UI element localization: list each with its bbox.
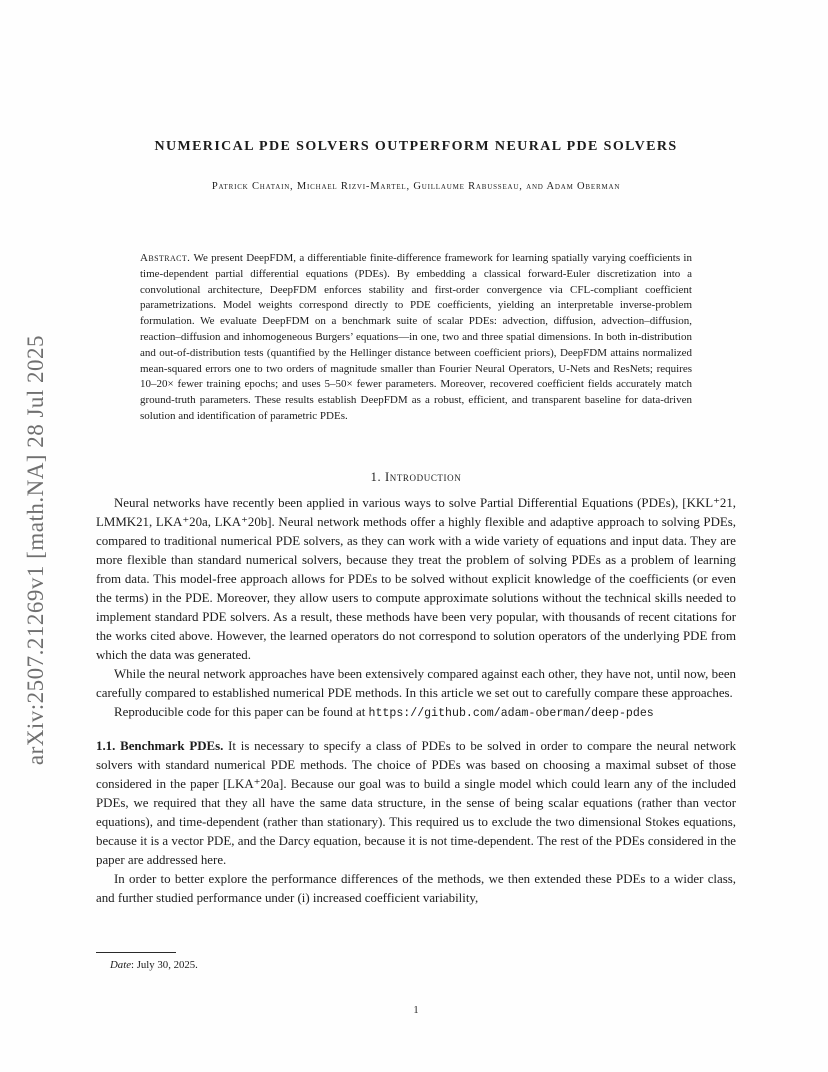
arxiv-watermark: arXiv:2507.21269v1 [math.NA] 28 Jul 2025 [23,334,48,766]
date-line [96,959,736,971]
footnote-rule [96,952,176,953]
date-label: Date [110,959,131,971]
intro-paragraph-2: While the neural network approaches have been extensively compared against each other, they have not, until now, been carefully compared to established numerical PDE methods. In this article we set out to carefully compare these approaches. [96,667,736,700]
abstract-label: Abstract. [140,252,191,264]
benchmark-pdes-paragraph [96,737,736,870]
date-value: : July 30, 2025. [131,959,198,971]
page-number: 1 [413,1005,419,1016]
abstract-text: We present DeepFDM, a differentiable finite-difference framework for learning spatially varying coefficients in time-dependent partial differential equations (PDEs). By embedding a classical forward-Euler discretization into a convolutional architecture, DeepFDM enforces stability and first-order convergence via CFL-compliant coefficient parametrizations. Model weights correspond directly to PDE coefficients, yielding an interpretable inverse-problem formulation. We evaluate DeepFDM on a benchmark suite of scalar PDEs: advection, diffusion, advection–diffusion, reaction–diffusion and inhomogeneous Burgers’ equations—in one, two and three spatial dimensions. In both in-distribution and out-of-distribution tests (quantified by the Hellinger distance between coefficient priors), DeepFDM attains normalized mean-squared errors one to two orders of magnitude smaller than Fourier Neural Operators, U-Nets and ResNets; requires 10–20× fewer training epochs; and uses 5–50× fewer parameters. Moreover, recovered coefficient fields accurately match ground-truth parameters. These results establish DeepFDM as a robust, efficient, and transparent baseline for data-driven solution and identification of parametric PDEs. [140,252,692,422]
body-text-flow [96,494,736,908]
subsection-number: 1.1. [96,739,116,753]
subsection-title: Benchmark PDEs. [120,739,224,753]
intro-paragraph-1: Neural networks have recently been applied in various ways to solve Partial Differential Equations (PDEs), [KKL⁺21, LMMK21, LKA⁺20a, LKA⁺20b]. Neural network methods offer a highly flexible and adaptive approach to solving PDEs, compared to traditional numerical PDE solvers, as they can work with a wide variety of equations and input data. They are more flexible than standard numerical solvers, because they treat the problem of solving PDEs as a problem of learning from data. This model-free approach allows for PDEs to be solved without explicit knowledge of the coefficients (or even the terms) in the PDE. Moreover, they allow users to compute approximate solutions without the technical skills needed to implement standard PDE solvers. As a result, these methods have been very popular, with thousands of recent citations for the works cited above. However, the learned operators do not correspond to solution operators of the underlying PDE from which the data was generated. [96,496,736,662]
section-heading-introduction: 1. Introduction [370,470,462,484]
github-url-link[interactable]: https://github.com/adam-oberman/deep-pdes [368,707,654,720]
footnote-block [96,952,736,971]
code-availability-text: Reproducible code for this paper can be found at [114,705,369,719]
code-paragraph [96,703,736,723]
paper-authors: Patrick Chatain, Michael Rizvi-Martel, Guillaume Rabusseau, and Adam Oberman [211,181,621,192]
abstract-block [140,251,692,425]
benchmark-pdes-body: It is necessary to specify a class of PDEs to be solved in order to compare the neural network solvers with standard numerical PDE methods. The choice of PDEs was based on choosing a maximal subset of those considered in the paper [LKA⁺20a]. Because our goal was to build a single model which could learn any of the included PDEs, we required that they all have the same data structure, in the sense of being scalar equations (rather than vector equations), and time-dependent (rather than stationary). This required us to exclude the two dimensional Stokes equations, because it is a vector PDE, and the Darcy equation, because it is not time-dependent. The rest of the PDEs considered in the paper are addressed here. [96,739,737,867]
paper-content [96,0,736,1072]
benchmark-paragraph-2: In order to better explore the performance differences of the methods, we then extended these PDEs to a wider class, and further studied performance under (i) increased coefficient variability, [96,872,736,905]
paper-title: NUMERICAL PDE SOLVERS OUTPERFORM NEURAL PDE SOLVERS [154,139,678,154]
